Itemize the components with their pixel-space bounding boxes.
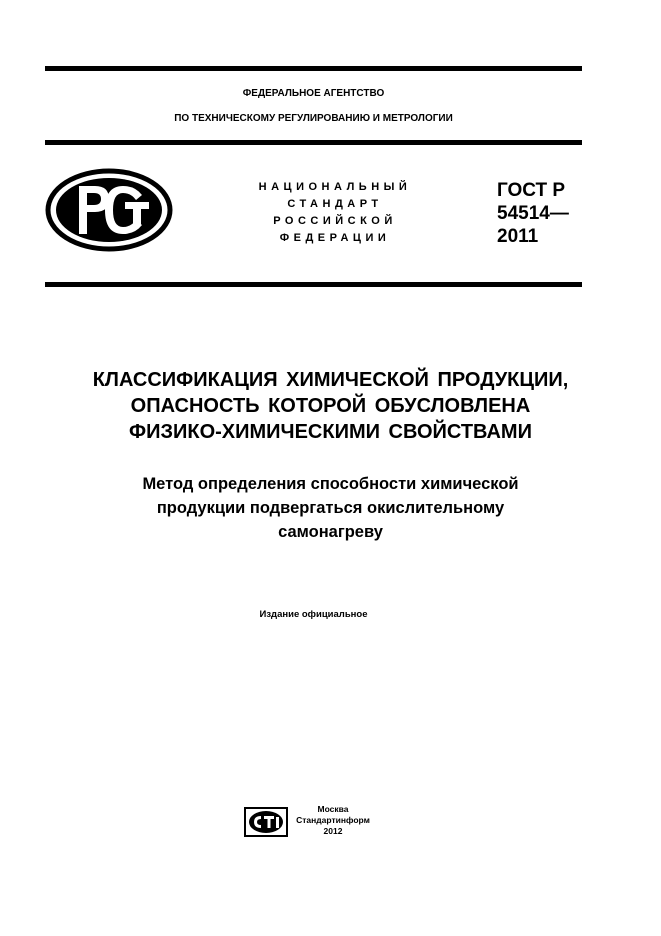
gost-line: 54514—	[497, 203, 569, 224]
national-standard-label	[235, 179, 435, 247]
gost-designation	[497, 179, 569, 248]
subtitle-line: Метод определения способности химической	[142, 475, 519, 493]
document-title	[30, 367, 631, 445]
gost-line: ГОСТ Р	[497, 180, 566, 201]
title-line: ОПАСНОСТЬ КОТОРОЙ ОБУСЛОВЛЕНА	[130, 395, 531, 417]
standard-rule	[45, 282, 582, 287]
standartinform-logo-icon	[244, 807, 288, 837]
national-line: НАЦИОНАЛЬНЫЙ	[258, 181, 412, 193]
national-line: ФЕДЕРАЦИИ	[279, 232, 391, 244]
edition-label: Издание официальное	[259, 609, 368, 620]
agency-line-2: ПО ТЕХНИЧЕСКОМУ РЕГУЛИРОВАНИЮ И МЕТРОЛОГИИ	[174, 113, 453, 124]
document-subtitle	[60, 472, 601, 544]
subtitle-line: самонагреву	[278, 523, 383, 541]
top-rule	[45, 66, 582, 71]
publisher-name: Стандартинформ	[296, 815, 370, 825]
publisher-year: 2012	[323, 826, 343, 836]
header-rule	[45, 140, 582, 145]
national-line: СТАНДАРТ	[287, 198, 383, 210]
publisher-info	[293, 804, 373, 837]
subtitle-line: продукции подвергаться окислительному	[156, 499, 505, 517]
national-line: РОССИЙСКОЙ	[273, 215, 397, 227]
agency-line-1: ФЕДЕРАЛЬНОЕ АГЕНТСТВО	[242, 88, 385, 99]
title-line: ФИЗИКО-ХИМИЧЕСКИМИ СВОЙСТВАМИ	[129, 421, 532, 443]
gost-line: 2011	[497, 226, 539, 247]
publisher-city: Москва	[317, 804, 349, 814]
title-line: КЛАССИФИКАЦИЯ ХИМИЧЕСКОЙ ПРОДУКЦИИ,	[92, 369, 569, 391]
rst-emblem-icon	[45, 168, 173, 252]
